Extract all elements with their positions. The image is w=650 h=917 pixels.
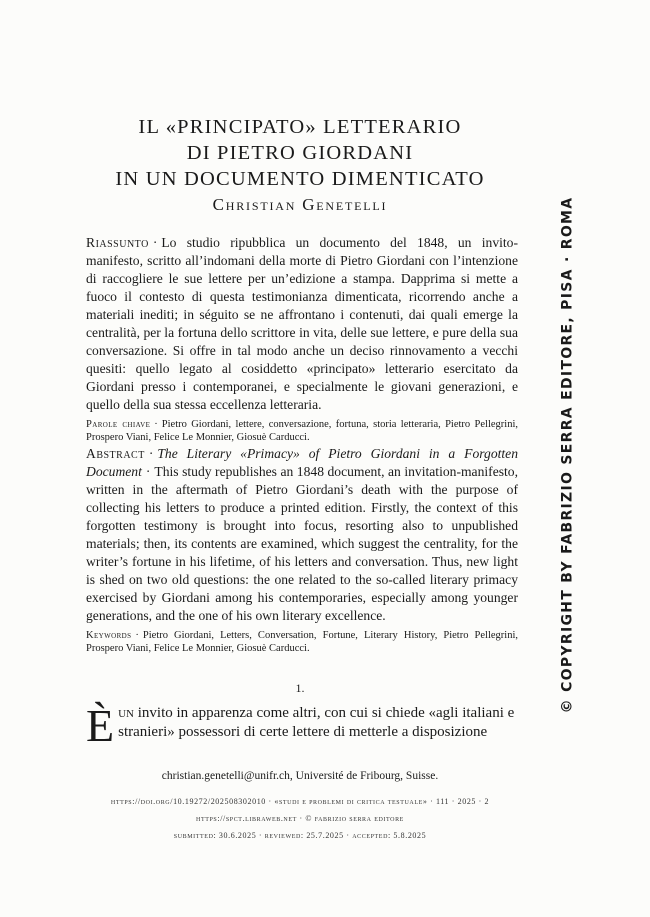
drop-cap: È — [86, 700, 115, 751]
abstract-en-title: The Literary «Primacy» of Pietro Giordani in a Forgotten Document — [86, 446, 518, 479]
abstract-it-label: Riassunto — [86, 235, 149, 250]
abstract-en-label: Abstract — [86, 446, 145, 461]
keywords-it-label: Parole chiave — [86, 419, 151, 430]
title-line-2: DI PIETRO GIORDANI — [186, 142, 414, 164]
author-affiliation: christian.genetelli@unifr.ch, Université de Fribourg, Suisse. — [161, 770, 439, 782]
keywords-italian — [86, 418, 518, 444]
website-line: https://spct.libraweb.net · © fabrizio serra editore — [196, 814, 404, 823]
abstract-en-separator: · — [148, 446, 154, 461]
keywords-en-text: Pietro Giordani, Letters, Conversation, Fortune, Literary History, Pietro Pellegrini, Prospero Viani, Felice Le Monnier, Giosuè Carducci. — [86, 630, 518, 654]
section-number: 1. — [295, 681, 305, 695]
keywords-english — [86, 629, 518, 655]
dates-line: submitted: 30.6.2025 · reviewed: 25.7.2025 · accepted: 5.8.2025 — [173, 831, 427, 840]
body-text: invito in apparenza come altri, con cui si chiede «agli italiani e stranieri» possessori di certe lettere di metterle a disposizione — [118, 705, 515, 740]
title-line-3: IN UN DOCUMENTO DIMENTICATO — [115, 168, 485, 190]
keywords-en-separator: · — [135, 630, 139, 641]
abstract-en-separator-2: · — [145, 464, 151, 479]
copyright-text: © COPYRIGHT BY FABRIZIO SERRA EDITORE, PISA · ROMA — [559, 196, 576, 714]
copyright-watermark — [555, 196, 580, 714]
keywords-en-label: Keywords — [86, 630, 132, 641]
abstract-en-text: This study republishes an 1848 document, an invitation-manifesto, written in the aftermath of Pietro Giordani’s death with the purpose of collecting his letters to produce a printed edition. Firstly, the context of this forgotten testimony is brought into focus, resorting also to unpublished materials; then, its contents are examined, which suggest the centrality, for the writer’s fortune in his lifetime, of his letters and conversation. Thus, new light is shed on two old questions: the one related to the so-called literary primacy exercised by Giordani among his contemporaries, especially among younger generations, and the one of his own literary excellence. — [86, 464, 518, 623]
keywords-it-separator: · — [154, 419, 158, 430]
abstract-english — [86, 445, 518, 655]
article-title — [60, 114, 540, 192]
author-name: Christian Genetelli — [212, 195, 388, 214]
keywords-it-text: Pietro Giordani, lettere, conversazione, fortuna, storia letteraria, Pietro Pellegrini, Prospero Viani, Felice Le Monnier, Giosuè Carducci. — [86, 419, 518, 443]
doi-line: https://doi.org/10.19272/202508302010 · «studi e problemi di critica testuale» · 111 · 2025 · 2 — [110, 797, 490, 806]
body-paragraph — [86, 700, 518, 751]
abstract-it-text: Lo studio ripubblica un documento del 1848, un invito-manifesto, scritto all’indomani della morte di Pietro Giordani con l’intenzione di raccogliere le sue lettere per un’edizione a stampa. Dapprima si mette a fuoco il contesto di questa testimonianza dimenticata, ricorrendo anche a materiali inediti; in séguito se ne affrontano i contenuti, dai quali emerge la centralità, per la fortuna dello scrittore in vita, delle sue lettere, e pure della sua conversazione. Si offre in tal modo anche un deciso rinnovamento a vecchi quesiti: quello legato al cosiddetto «principato» letterario esercitato da Giordani presso i contemporanei, e specialmente le giovani generazioni, e quello della sua stessa eccellenza letteraria. — [86, 235, 518, 412]
abstract-italian — [86, 234, 518, 444]
abstract-it-separator: · — [152, 235, 158, 250]
body-first-word: un — [118, 705, 134, 721]
title-line-1: IL «PRINCIPATO» LETTERARIO — [138, 116, 462, 138]
